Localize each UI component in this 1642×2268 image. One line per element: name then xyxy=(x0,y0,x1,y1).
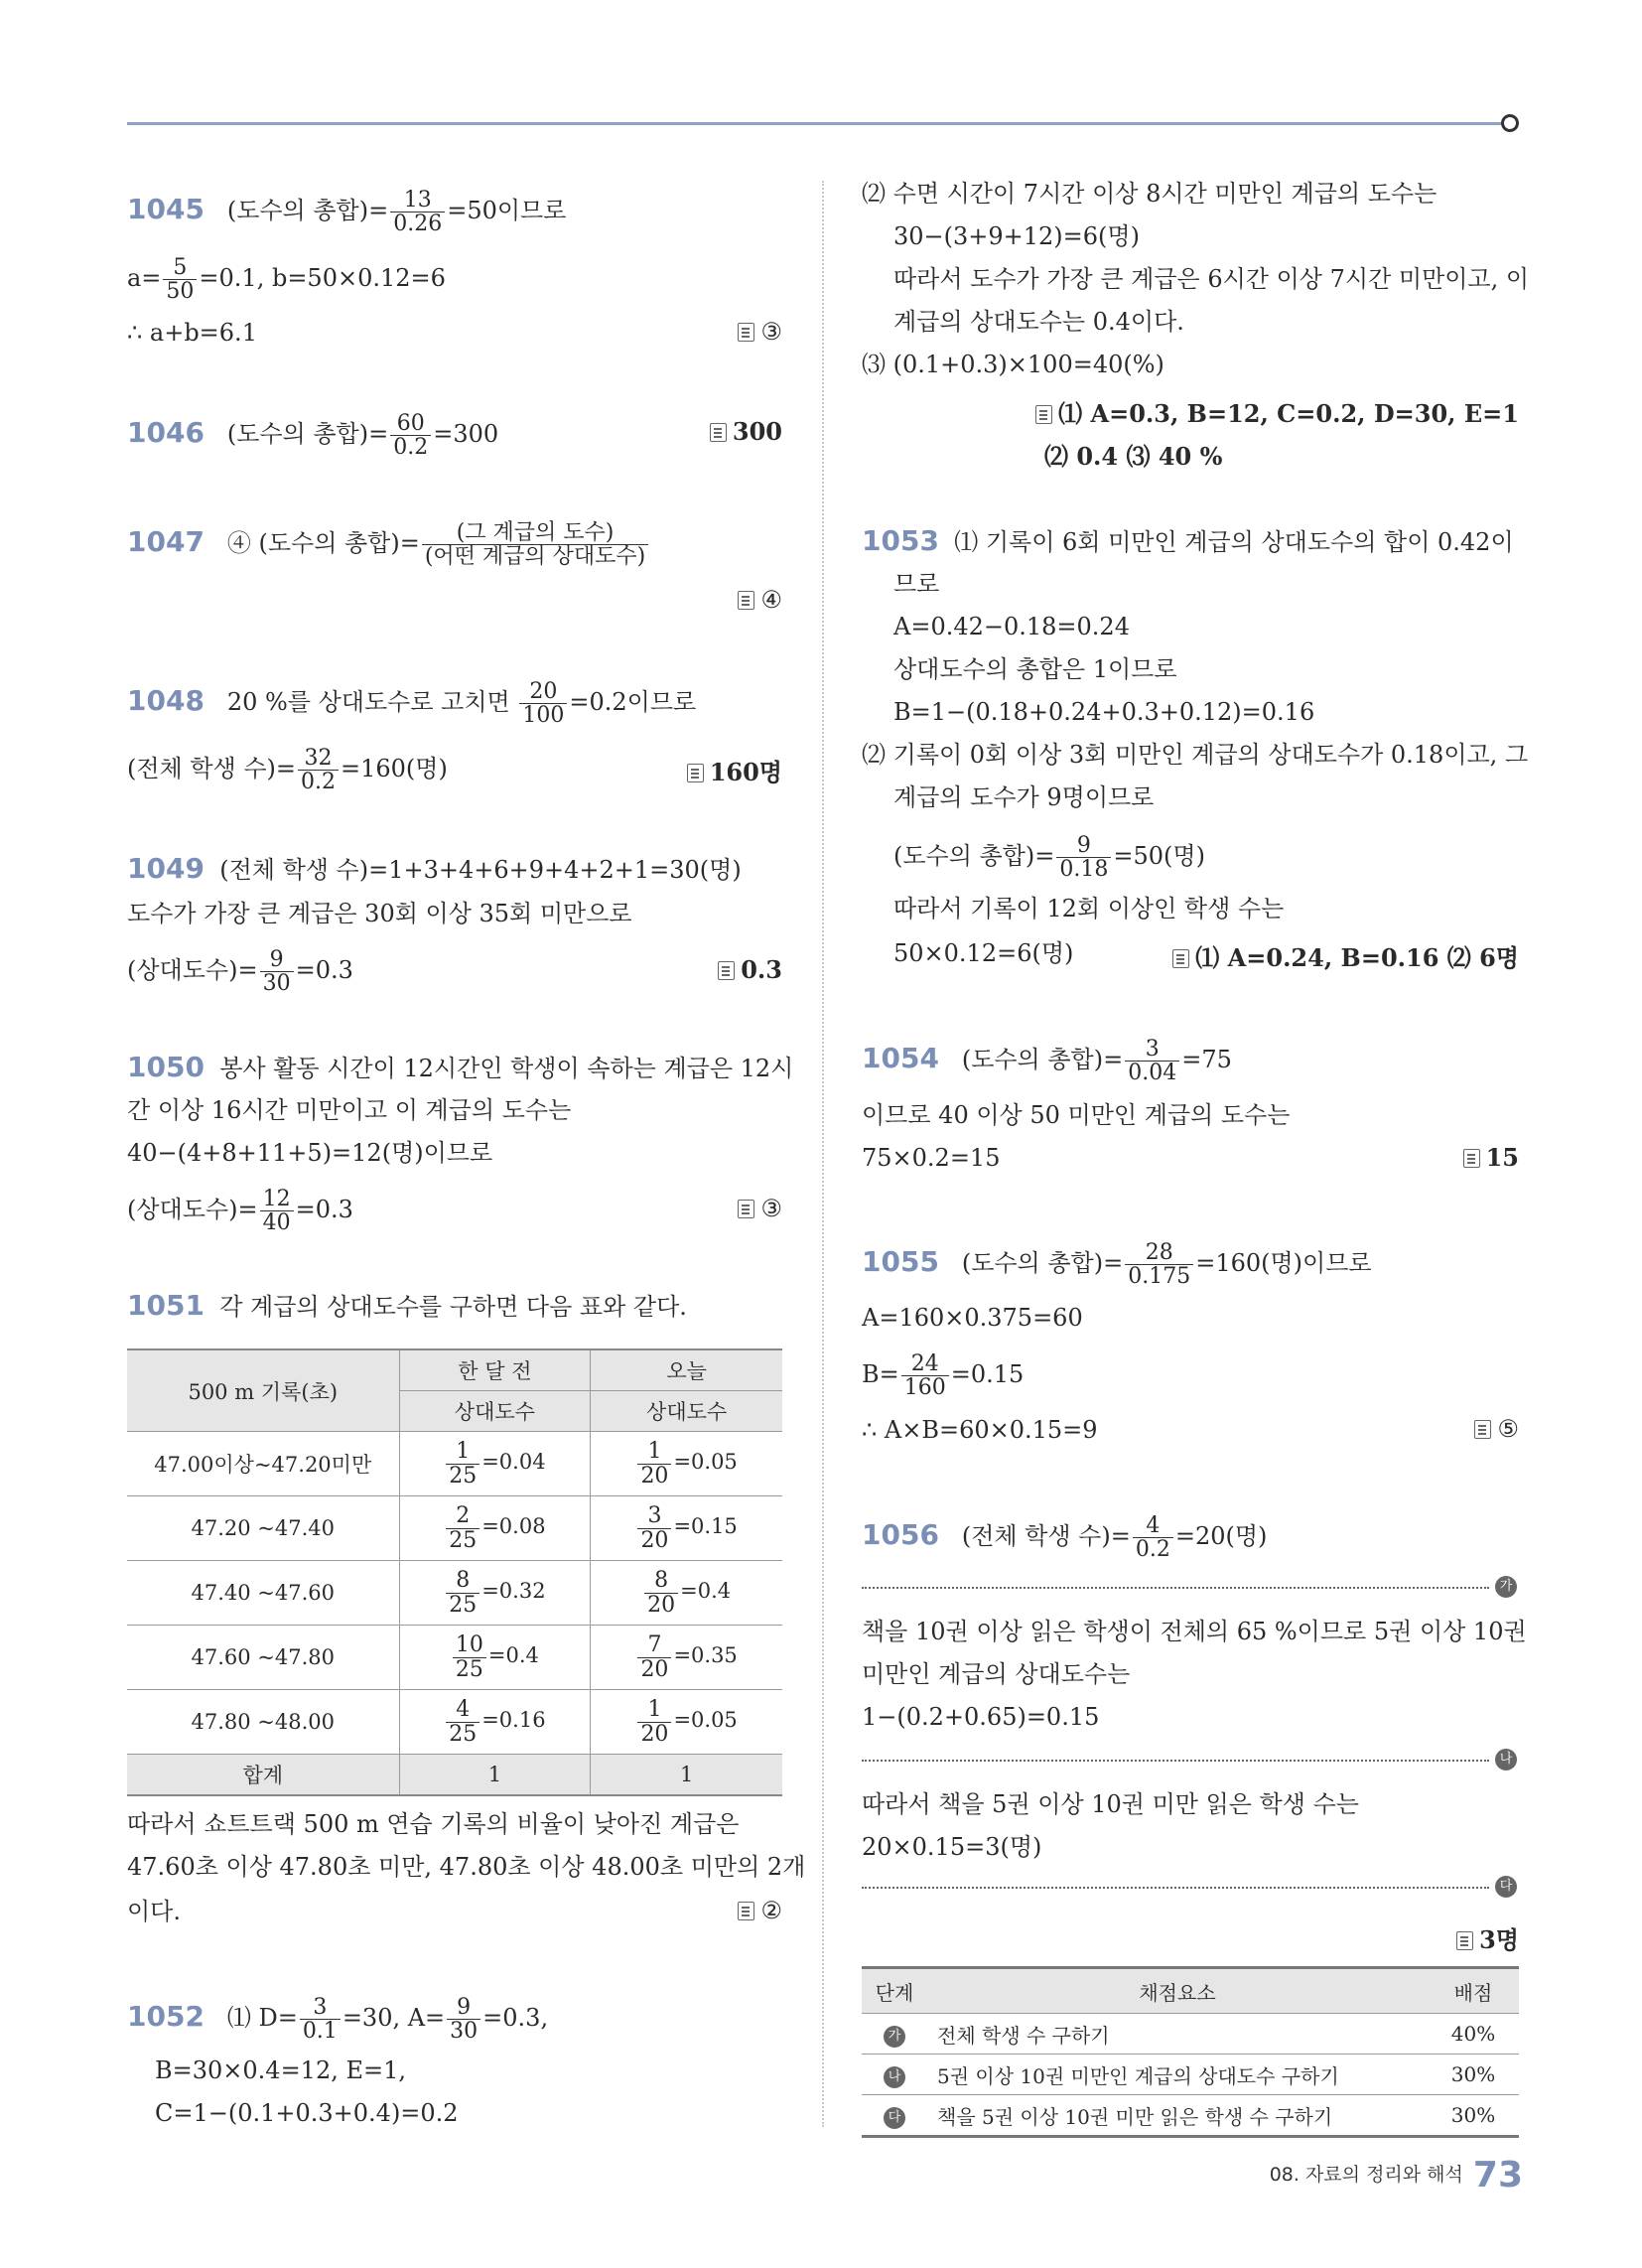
step-marker-3: 다 xyxy=(1495,1876,1517,1898)
problem-1054-line1: 1054 (도수의 총합)= $\frac{3}{0.04}$ =75 xyxy=(862,1037,1232,1086)
problem-number: 1047 xyxy=(127,525,205,559)
problem-1048-line1: 1048 20 %를 상대도수로 고치면 $\frac{20}{100}$ =0.2이므로 xyxy=(127,679,697,729)
problem-1053-line6: ⑵ 기록이 0회 이상 3회 미만인 계급의 상대도수가 0.18이고, 그 xyxy=(862,741,1529,769)
problem-1050-line2: 간 이상 16시간 미만이고 이 계급의 도수는 xyxy=(127,1096,572,1124)
problem-1051-line1: 1051 각 계급의 상대도수를 구하면 다음 표와 같다. xyxy=(127,1289,687,1322)
problem-1052-right3: 따라서 도수가 가장 큰 계급은 6시간 이상 7시간 미만이고, 이 xyxy=(893,265,1530,293)
answer-1046: 300 xyxy=(710,417,782,446)
table-row xyxy=(127,1690,782,1755)
answer-1053: ⑴ A=0.24, B=0.16 ⑵ 6명 xyxy=(1172,938,1519,973)
problem-1047-line1: 1047 ④ (도수의 총합)= $\frac{\text{(그 계급의 도수)}}{\text{(어떤 계급의 상대도수)}}$ xyxy=(127,521,650,568)
problem-1051-conclusion2: 47.60초 이상 47.80초 미만, 47.80초 이상 48.00초 미만의 2개 xyxy=(127,1853,806,1881)
fraction: $\frac{1}{20}$ xyxy=(637,1698,671,1745)
fraction: $\frac{8}{20}$ xyxy=(644,1569,678,1616)
column-divider xyxy=(822,181,824,2127)
problem-number: 1052 xyxy=(127,2000,205,2034)
answer-icon xyxy=(718,961,735,980)
rubric-step xyxy=(862,2095,927,2137)
problem-1055-line1: 1055 (도수의 총합)= $\frac{28}{0.175}$ =160(명)이므로 xyxy=(862,1240,1372,1290)
problem-1056-line6: 20×0.15=3(명) xyxy=(862,1833,1042,1861)
answer-1045: ③ xyxy=(738,318,782,346)
answer-1052-b: ⑵ 0.4 ⑶ 40 % xyxy=(1044,442,1223,471)
fraction: $\frac{24}{160}$ xyxy=(901,1352,949,1399)
header-rule-dot xyxy=(1501,114,1519,132)
problem-number: 1049 xyxy=(127,852,205,885)
fraction: $\frac{2}{25}$ xyxy=(446,1504,479,1551)
step-divider xyxy=(862,1887,1489,1889)
problem-1049-line3: (상대도수)= $\frac{9}{30}$ =0.3 xyxy=(127,947,353,997)
answer-icon xyxy=(687,764,704,782)
step-marker: 가 xyxy=(884,2026,905,2048)
problem-1056-line2: 책을 10권 이상 읽은 학생이 전체의 65 %이므로 5권 이상 10권 xyxy=(862,1618,1527,1645)
record-range: 47.20 ~47.40 xyxy=(127,1496,399,1561)
answer-icon xyxy=(738,323,754,342)
fraction: $\frac{4}{25}$ xyxy=(446,1698,479,1745)
rubric-step xyxy=(862,2014,927,2055)
relative-today: $\frac{1}{20}$ =0.05 xyxy=(591,1690,782,1755)
problem-1052-line1: 1052 ⑴ D= $\frac{3}{0.1}$ =30, A= $\frac{9}{30}$ =0.3, xyxy=(127,1995,549,2045)
problem-1050-line4: (상대도수)= $\frac{12}{40}$ =0.3 xyxy=(127,1187,353,1236)
problem-1053-line10: 50×0.12=6(명) xyxy=(893,939,1074,967)
step-marker: 다 xyxy=(884,2107,905,2129)
fraction: $\frac{9}{30}$ xyxy=(260,948,294,995)
problem-1051-conclusion3: 이다. xyxy=(127,1898,181,1925)
problem-1055-line2: A=160×0.375=60 xyxy=(862,1304,1083,1332)
answer-icon xyxy=(710,423,727,442)
answer-icon xyxy=(1035,405,1052,424)
rubric-row xyxy=(862,2014,1519,2055)
page-number: 73 xyxy=(1472,2155,1523,2196)
problem-1051-conclusion1: 따라서 쇼트트랙 500 m 연습 기록의 비율이 낮아진 계급은 xyxy=(127,1810,740,1838)
header-record: 500 m 기록(초) xyxy=(127,1349,399,1432)
answer-1049: 0.3 xyxy=(718,955,782,984)
rubric-item: 전체 학생 수 구하기 xyxy=(927,2014,1428,2055)
step-marker: 나 xyxy=(884,2066,905,2088)
rubric-header-item: 채점요소 xyxy=(927,1968,1428,2014)
problem-1049-line1: 1049 (전체 학생 수)=1+3+4+6+9+4+2+1=30(명) xyxy=(127,852,742,885)
problem-1053-line7: 계급의 도수가 9명이므로 xyxy=(893,783,1155,811)
relative-month: $\frac{1}{25}$ =0.04 xyxy=(399,1432,591,1496)
relative-frequency-table xyxy=(127,1348,782,1796)
relative-month: $\frac{8}{25}$ =0.32 xyxy=(399,1561,591,1626)
fraction: $\frac{5}{50}$ xyxy=(163,256,197,303)
rubric-header-step: 단계 xyxy=(862,1968,927,2014)
problem-1049-line2: 도수가 가장 큰 계급은 30회 이상 35회 미만으로 xyxy=(127,900,632,927)
answer-1052-a: ⑴ A=0.3, B=12, C=0.2, D=30, E=1 xyxy=(1035,394,1519,429)
sum-today: 1 xyxy=(591,1755,782,1796)
fraction: $\frac{\text{(그 계급의 도수)}}{\text{(어떤 계급의 상대도수)}}$ xyxy=(422,521,648,568)
step-divider xyxy=(862,1760,1489,1762)
relative-month: $\frac{10}{25}$ =0.4 xyxy=(399,1626,591,1690)
fraction: $\frac{3}{20}$ xyxy=(637,1504,671,1551)
problem-1053-line8: (도수의 총합)= $\frac{9}{0.18}$ =50(명) xyxy=(893,833,1205,883)
problem-1053-line9: 따라서 기록이 12회 이상인 학생 수는 xyxy=(893,895,1285,922)
answer-icon xyxy=(1463,1149,1480,1168)
problem-number: 1051 xyxy=(127,1289,205,1322)
answer-icon xyxy=(738,1902,754,1920)
section-title: 08. 자료의 정리와 해석 xyxy=(1269,2164,1463,2186)
problem-1052-right1: ⑵ 수면 시간이 7시간 이상 8시간 미만인 계급의 도수는 xyxy=(862,180,1437,208)
problem-1052-line2: B=30×0.4=12, E=1, xyxy=(155,2056,406,2084)
table-row xyxy=(127,1496,782,1561)
rubric-item: 책을 5권 이상 10권 미만 읽은 학생 수 구하기 xyxy=(927,2095,1428,2137)
rubric-score: 40% xyxy=(1428,2014,1519,2055)
answer-icon xyxy=(1172,949,1189,968)
rubric-step xyxy=(862,2055,927,2095)
fraction: $\frac{1}{20}$ xyxy=(637,1440,671,1487)
answer-1055: ⑤ xyxy=(1474,1415,1519,1443)
table-row xyxy=(127,1561,782,1626)
problem-1055-line4: ∴ A×B=60×0.15=9 xyxy=(862,1416,1098,1444)
rubric-item: 5권 이상 10권 미만인 계급의 상대도수 구하기 xyxy=(927,2055,1428,2095)
problem-1045-line1: 1045 (도수의 총합)= $\frac{13}{0.26}$ =50이므로 xyxy=(127,188,567,237)
sum-month: 1 xyxy=(399,1755,591,1796)
problem-1053-line5: B=1−(0.18+0.24+0.3+0.12)=0.16 xyxy=(893,698,1315,726)
problem-1056-line5: 따라서 책을 5권 이상 10권 미만 읽은 학생 수는 xyxy=(862,1790,1359,1818)
relative-today: $\frac{1}{20}$ =0.05 xyxy=(591,1432,782,1496)
problem-1050-line3: 40−(4+8+11+5)=12(명)이므로 xyxy=(127,1139,493,1167)
fraction: $\frac{12}{40}$ xyxy=(260,1188,294,1234)
problem-1052-line3: C=1−(0.1+0.3+0.4)=0.2 xyxy=(155,2099,459,2127)
fraction: $\frac{4}{0.2}$ xyxy=(1133,1514,1173,1561)
fraction: $\frac{10}{25}$ xyxy=(453,1633,486,1680)
relative-month: $\frac{4}{25}$ =0.16 xyxy=(399,1690,591,1755)
problem-1045-line2: a= $\frac{5}{50}$ =0.1, b=50×0.12=6 xyxy=(127,255,446,305)
answer-1056: 3명 xyxy=(1456,1920,1519,1955)
answer-icon xyxy=(1474,1420,1491,1439)
rubric-header-score: 배점 xyxy=(1428,1968,1519,2014)
fraction: $\frac{1}{25}$ xyxy=(446,1440,479,1487)
problem-1045-line3: ∴ a+b=6.1 xyxy=(127,319,257,347)
record-range: 47.80 ~48.00 xyxy=(127,1690,399,1755)
answer-icon xyxy=(738,1200,754,1218)
fraction: $\frac{7}{20}$ xyxy=(637,1633,671,1680)
problem-1056-line4: 1−(0.2+0.65)=0.15 xyxy=(862,1703,1100,1731)
header-relative-month: 상대도수 xyxy=(399,1391,591,1432)
problem-1046-line1: 1046 (도수의 총합)= $\frac{60}{0.2}$ =300 xyxy=(127,411,499,461)
answer-1047: ④ xyxy=(738,586,782,614)
rubric-row xyxy=(862,2055,1519,2095)
record-range: 47.40 ~47.60 xyxy=(127,1561,399,1626)
problem-1056-line1: 1056 (전체 학생 수)= $\frac{4}{0.2}$ =20(명) xyxy=(862,1513,1268,1563)
sum-label: 합계 xyxy=(127,1755,399,1796)
header-rule xyxy=(127,122,1509,125)
problem-number: 1054 xyxy=(862,1042,939,1075)
fraction: $\frac{32}{0.2}$ xyxy=(298,747,339,793)
problem-1053-line3: A=0.42−0.18=0.24 xyxy=(893,613,1130,640)
relative-month: $\frac{2}{25}$ =0.08 xyxy=(399,1496,591,1561)
table-row xyxy=(127,1626,782,1690)
problem-1053-line2: 므로 xyxy=(893,570,940,598)
problem-number: 1048 xyxy=(127,684,205,718)
relative-today: $\frac{8}{20}$ =0.4 xyxy=(591,1561,782,1626)
problem-number: 1046 xyxy=(127,416,205,450)
problem-1052-right2: 30−(3+9+12)=6(명) xyxy=(893,222,1140,250)
problem-1053-line4: 상대도수의 총합은 1이므로 xyxy=(893,655,1177,683)
record-range: 47.00이상~47.20미만 xyxy=(127,1432,399,1496)
fraction: $\frac{8}{25}$ xyxy=(446,1569,479,1616)
step-marker-2: 나 xyxy=(1495,1749,1517,1771)
rubric-row xyxy=(862,2095,1519,2137)
answer-1050: ③ xyxy=(738,1195,782,1222)
header-relative-today: 상대도수 xyxy=(591,1391,782,1432)
record-range: 47.60 ~47.80 xyxy=(127,1626,399,1690)
answer-icon xyxy=(738,591,754,610)
answer-1048: 160명 xyxy=(687,753,782,787)
step-marker-1: 가 xyxy=(1495,1576,1517,1598)
problem-1052-right5: ⑶ (0.1+0.3)×100=40(%) xyxy=(862,351,1164,378)
problem-1054-line2: 이므로 40 이상 50 미만인 계급의 도수는 xyxy=(862,1101,1291,1129)
step-divider xyxy=(862,1587,1489,1589)
page-footer xyxy=(1270,2155,1523,2196)
problem-number: 1050 xyxy=(127,1051,205,1083)
problem-1055-line3: B= $\frac{24}{160}$ =0.15 xyxy=(862,1351,1025,1401)
problem-1048-line2: (전체 학생 수)= $\frac{32}{0.2}$ =160(명) xyxy=(127,746,448,795)
rubric-score: 30% xyxy=(1428,2055,1519,2095)
relative-today: $\frac{3}{20}$ =0.15 xyxy=(591,1496,782,1561)
fraction: $\frac{60}{0.2}$ xyxy=(390,412,431,459)
problem-1053-line1: 1053 ⑴ 기록이 6회 미만인 계급의 상대도수의 합이 0.42이 xyxy=(862,524,1514,557)
fraction: $\frac{3}{0.1}$ xyxy=(300,1996,341,2043)
rubric-score: 30% xyxy=(1428,2095,1519,2137)
fraction: $\frac{3}{0.04}$ xyxy=(1125,1038,1179,1084)
problem-number: 1055 xyxy=(862,1245,939,1279)
problem-number: 1045 xyxy=(127,193,205,226)
scoring-rubric-table xyxy=(862,1966,1519,2138)
answer-icon xyxy=(1456,1931,1473,1950)
fraction: $\frac{9}{30}$ xyxy=(447,1996,480,2043)
answer-1054: 15 xyxy=(1463,1143,1519,1172)
problem-1056-line3: 미만인 계급의 상대도수는 xyxy=(862,1660,1131,1688)
relative-today: $\frac{7}{20}$ =0.35 xyxy=(591,1626,782,1690)
answer-1051: ② xyxy=(738,1897,782,1924)
fraction: $\frac{28}{0.175}$ xyxy=(1125,1241,1193,1288)
problem-1052-right4: 계급의 상대도수는 0.4이다. xyxy=(893,308,1184,336)
problem-number: 1053 xyxy=(862,524,939,557)
header-month-ago: 한 달 전 xyxy=(399,1349,591,1391)
fraction: $\frac{13}{0.26}$ xyxy=(390,189,445,235)
table-row xyxy=(127,1432,782,1496)
problem-1054-line3: 75×0.2=15 xyxy=(862,1144,1001,1172)
fraction: $\frac{9}{0.18}$ xyxy=(1056,834,1111,881)
header-today: 오늘 xyxy=(591,1349,782,1391)
problem-1050-line1: 1050 봉사 활동 시간이 12시간인 학생이 속하는 계급은 12시 xyxy=(127,1051,794,1083)
fraction: $\frac{20}{100}$ xyxy=(519,680,567,727)
problem-number: 1056 xyxy=(862,1518,939,1552)
